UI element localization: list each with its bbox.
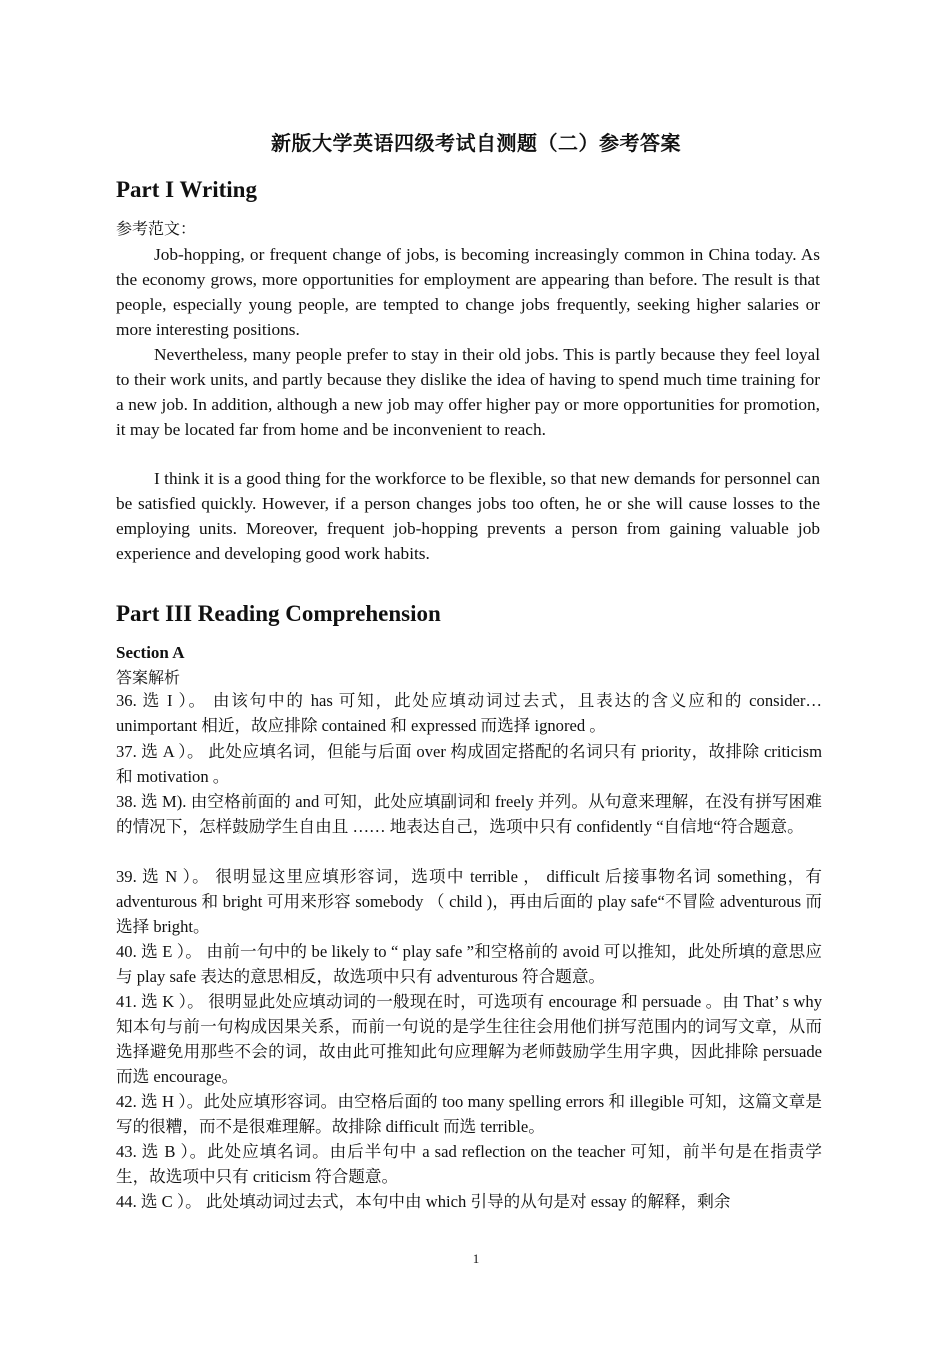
essay-paragraph-1: Job-hopping, or frequent change of jobs, is becoming increasingly common in China today. As the economy grows, more opportunities for employment are appearing than before. The result is that people, especially young people, are tempted to change jobs frequently, seeking higher salaries or more interesting positions.	[116, 245, 820, 339]
part3-heading: Part III Reading Comprehension	[116, 601, 441, 626]
answer-41: 41. 选 K ）。 很明显此处应填动词的一般现在时，可选项有 encourage 和 persuade 。由 That’ s why 知本句与前一句构成因果关系，而前一句说的是学生往往会用他们拼写范围内的词写文章，从而选择避免用那些不会的词，故由此可推知此句应理解为老师鼓励学生用字典，因此排除 persuade 而选 encourage。	[116, 992, 822, 1086]
page-number: 1	[472, 1251, 480, 1266]
answer-38: 38. 选 M). 由空格前面的 and 可知，此处应填副词和 freely 并列。从句意来理解，在没有拼写困难的情况下，怎样鼓励学生自由且 …… 地表达自己，选项中只有 confidently “自信地“符合题意。	[116, 792, 822, 836]
answer-43: 43. 选 B ）。此处应填名词。由后半句中 a sad reflection on the teacher 可知，前半句是在指责学生，故选项中只有 criticism 符合题意。	[116, 1142, 822, 1186]
essay-paragraph-3: I think it is a good thing for the workforce to be flexible, so that new demands for personnel can be satisfied quickly. However, if a person changes jobs too often, he or she will cause losses to the employing units. Moreover, frequent job-hopping prevents a person from gaining valuable job experience and developing good work habits.	[116, 469, 820, 563]
part3-label: 答案解析	[116, 668, 181, 687]
answer-42: 42. 选 H ）。此处应填形容词。由空格后面的 too many spelling errors 和 illegible 可知，这篇文章是写的很糟，而不是很难理解。故排除 difficult 而选 terrible。	[116, 1092, 822, 1136]
part1-heading: Part I Writing	[116, 177, 257, 202]
answer-44: 44. 选 C ）。 此处填动词过去式，本句中由 which 引导的从句是对 essay 的解释，剩余	[116, 1192, 731, 1211]
document-title: 新版大学英语四级考试自测题（二）参考答案	[271, 131, 681, 155]
answer-40: 40. 选 E ）。 由前一句中的 be likely to “ play safe ”和空格前的 avoid 可以推知，此处所填的意思应与 play safe 表达的意思相反，故选项中只有 adventurous 符合题意。	[116, 942, 822, 986]
essay-paragraph-2: Nevertheless, many people prefer to stay in their old jobs. This is partly because they feel loyal to their work units, and partly because they dislike the idea of having to spend much time training for a new job. In addition, although a new job may offer higher pay or more opportunities for promotion, it may be located far from home and be inconvenient to reach.	[116, 345, 820, 439]
section-a-heading: Section A	[116, 643, 185, 662]
answer-37: 37. 选 A ）。 此处应填名词，但能与后面 over 构成固定搭配的名词只有 priority，故排除 criticism 和 motivation 。	[116, 742, 822, 786]
answer-39: 39. 选 N ）。 很明显这里应填形容词，选项中 terrible ， difficult 后接事物名词 something，有 adventurous 和 bright 可用来形容 somebody （ child )，再由后面的 play safe“不冒险 adventurous 而选择 bright。	[116, 867, 822, 936]
answer-36: 36. 选 I ）。 由该句中的 has 可知，此处应填动词过去式，且表达的含义应和的 consider…unimportant 相近，故应排除 contained 和 expressed 而选择 ignored 。	[116, 691, 822, 735]
part1-label: 参考范文：	[116, 219, 197, 238]
